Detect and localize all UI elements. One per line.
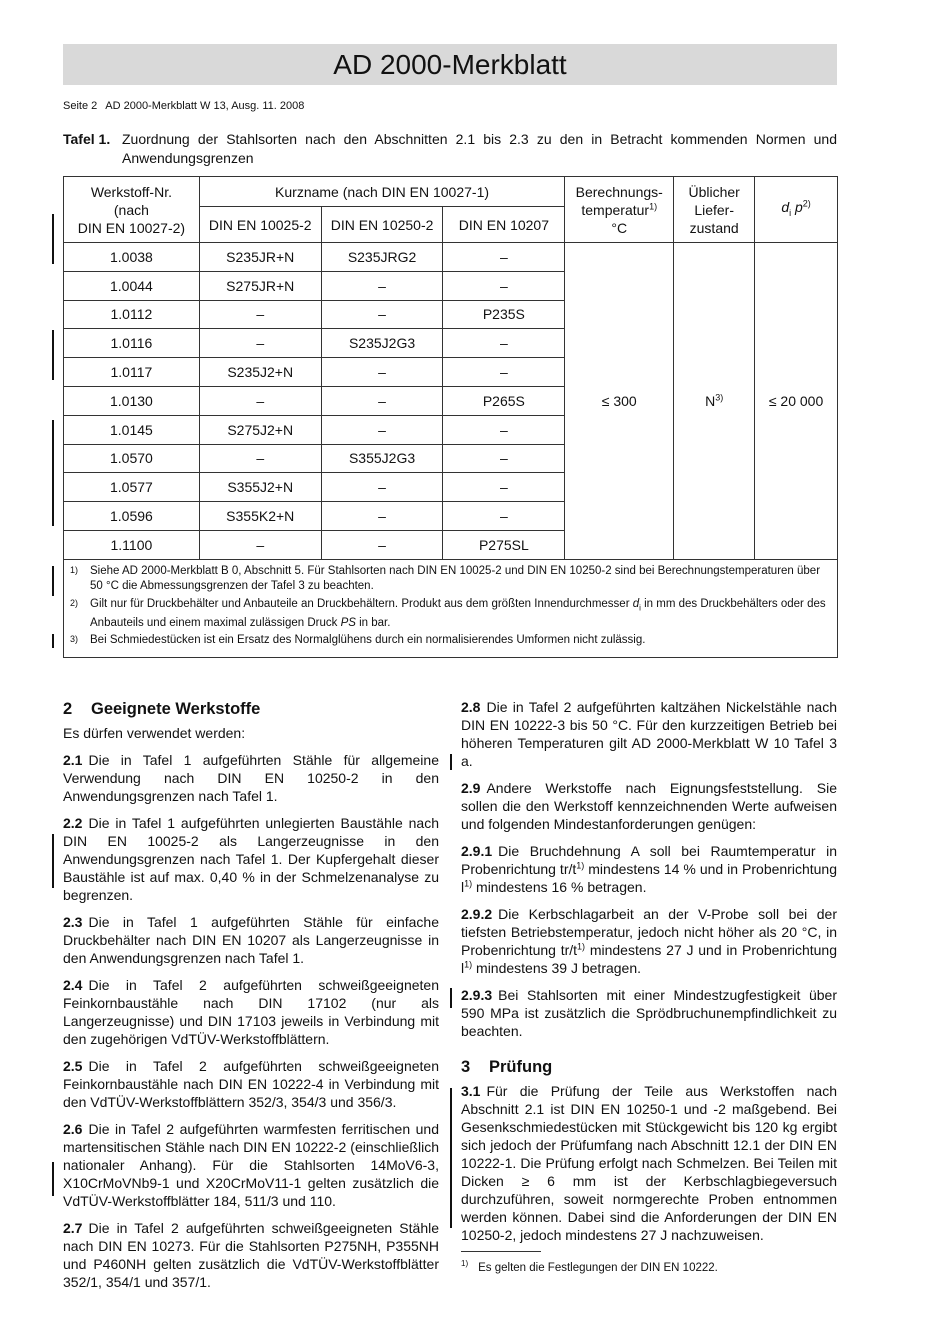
section-2-intro: Es dürfen verwendet werden: xyxy=(63,725,246,741)
cell-din-10207: P235S xyxy=(443,300,565,329)
cell-din-10025: S355K2+N xyxy=(199,502,321,531)
paragraph-2-6: 2.6 Die in Tafel 2 aufgeführten warmfesten ferritischen und martensitischen Stähle nach DIN EN 10222-2 (einschließlich nationaler Anhang). Für die Stahlsorten 14MoV6-3, X10CrMoVNb9-1 und X20CrMoV11-1 gelten zusätzlich die VdTÜV-Werkstoffblätter 184, 511/3 und 110. xyxy=(63,1121,439,1209)
paragraph-2-4: 2.4 Die in Tafel 2 aufgeführten schweißgeeigneten Feinkornbaustähle nach DIN 17102 (nur als Langerzeugnisse) und DIN 17103 jeweils in Verbindung mit den zugehörigen VdTÜV-Werkstoffblättern. xyxy=(63,977,439,1047)
cell-din-10250: – xyxy=(321,415,443,444)
cell-din-10025: – xyxy=(199,444,321,473)
document-reference: AD 2000-Merkblatt W 13, Ausg. 11. 2008 xyxy=(105,100,305,112)
steel-grades-table xyxy=(63,176,838,658)
header-kurzname: Kurzname (nach DIN EN 10027-1) xyxy=(199,177,564,207)
table-row xyxy=(64,243,838,272)
header-din-en-10250-2: DIN EN 10250-2 xyxy=(321,207,443,243)
cell-din-10025: – xyxy=(199,386,321,415)
cell-din-10250: S235J2G3 xyxy=(321,329,443,358)
cell-din-10207: – xyxy=(443,444,565,473)
section-2-heading: 2 Geeignete Werkstoffe xyxy=(63,700,261,718)
header-lieferzustand: Üblicher Liefer- zustand xyxy=(674,177,755,243)
cell-din-10207: – xyxy=(443,415,565,444)
header-din-en-10207: DIN EN 10207 xyxy=(443,207,565,243)
cell-werkstoff-nr: 1.0038 xyxy=(64,243,200,272)
cell-werkstoff-nr: 1.0570 xyxy=(64,444,200,473)
merged-temperature: ≤ 300 xyxy=(565,243,674,560)
cell-din-10207: P275SL xyxy=(443,530,565,559)
cell-din-10025: S235J2+N xyxy=(199,358,321,387)
paragraph-2-2: 2.2 Die in Tafel 1 aufgeführten unlegierten Baustähle nach DIN EN 10025-2 als Langerzeugnisse in den Anwendungsgrenzen nach Tafel 1. Der Kupfergehalt dieser Baustähle ist auf max. 0,40 % in der Schmelzenanalyse zu begrenzen. xyxy=(63,815,439,903)
page-footnote: $^{1)}$ Es gelten die Festlegungen der DIN EN 10222. xyxy=(461,1259,718,1274)
cell-din-10250: – xyxy=(321,271,443,300)
table-caption-text: Zuordnung der Stahlsorten nach den Abschnitten 2.1 bis 2.3 zu den in Betracht kommenden Normen und Anwendungsgrenzen xyxy=(122,131,837,166)
cell-din-10250: S235JRG2 xyxy=(321,243,443,272)
paragraph-2-5: 2.5 Die in Tafel 2 aufgeführten schweißgeeigneten Feinkornbaustähle nach DIN EN 10222-4 in Verbindung mit den VdTÜV-Werkstoffblättern 352/3, 354/3 und 356/3. xyxy=(63,1058,439,1110)
paragraph-2-1: 2.1 Die in Tafel 1 aufgeführten Stähle für allgemeine Verwendung nach DIN EN 10250-2 in den Anwendungsgrenzen nach Tafel 1. xyxy=(63,752,439,804)
change-bar xyxy=(450,988,452,1008)
cell-werkstoff-nr: 1.0130 xyxy=(64,386,200,415)
cell-werkstoff-nr: 1.1100 xyxy=(64,530,200,559)
cell-din-10250: – xyxy=(321,386,443,415)
footnote-rule xyxy=(461,1251,541,1252)
cell-din-10025: – xyxy=(199,300,321,329)
change-bar xyxy=(450,754,452,770)
page-reference xyxy=(63,100,304,112)
table-footnote: 3) Bei Schmiedestücken ist ein Ersatz des Normalglühens durch ein normalisierendes Umformen nicht zulässig. xyxy=(70,634,646,647)
paragraph-2-9: 2.9 Andere Werkstoffe nach Eignungsfeststellung. Sie sollen die den Werkstoff kennzeichnenden Werte aufweisen und folgenden Mindestanforderungen genügen: xyxy=(461,780,837,832)
change-bar xyxy=(52,330,54,380)
cell-din-10250: – xyxy=(321,358,443,387)
header-di-p: $d_i$ $p^{2)}$ xyxy=(755,177,838,243)
paragraph-2-9-1: 2.9.1 Die Bruchdehnung A soll bei Raumtemperatur in Probenrichtung $tr/t^{1)}$ mindestens 14 % und in Probenrichtung $l^{1)}$ mindestens 16 % betragen. xyxy=(461,843,837,895)
change-bar xyxy=(52,634,54,648)
change-bar xyxy=(52,214,54,264)
paragraph-2-3: 2.3 Die in Tafel 1 aufgeführten Stähle für einfache Druckbehälter nach DIN EN 10207 als Langerzeugnisse in den Anwendungsgrenzen nach Tafel 1. xyxy=(63,914,439,966)
cell-din-10207: – xyxy=(443,502,565,531)
cell-werkstoff-nr: 1.0145 xyxy=(64,415,200,444)
header-werkstoff-nr: Werkstoff-Nr. (nach DIN EN 10027-2) xyxy=(64,177,200,243)
cell-din-10025: S275JR+N xyxy=(199,271,321,300)
cell-din-10025: S355J2+N xyxy=(199,473,321,502)
merged-di-p: ≤ 20 000 xyxy=(755,243,838,560)
table-caption xyxy=(63,130,837,168)
change-bar xyxy=(450,1088,452,1228)
table-footnotes xyxy=(64,559,838,657)
paragraph-2-7: 2.7 Die in Tafel 2 aufgeführten schweißgeeigneten Stähle nach DIN EN 10273. Für die Stahlsorten P275NH, P355NH und P460NH gelten zusätzlich die VdTÜV-Werkstoffblätter 352/1, 354/1 und 357/1. xyxy=(63,1220,439,1290)
cell-werkstoff-nr: 1.0044 xyxy=(64,271,200,300)
merged-lieferzustand: $N^{3)}$ xyxy=(674,243,755,560)
cell-werkstoff-nr: 1.0117 xyxy=(64,358,200,387)
cell-din-10207: – xyxy=(443,473,565,502)
header-bar xyxy=(63,44,837,85)
cell-din-10250: – xyxy=(321,530,443,559)
cell-din-10250: S355J2G3 xyxy=(321,444,443,473)
cell-werkstoff-nr: 1.0116 xyxy=(64,329,200,358)
header-berechnungstemperatur: Berechnungs- temperatur$^{1)}$ °C xyxy=(565,177,674,243)
cell-din-10025: S235JR+N xyxy=(199,243,321,272)
page-number: Seite 2 xyxy=(63,100,98,112)
change-bar xyxy=(52,1162,54,1196)
cell-werkstoff-nr: 1.0112 xyxy=(64,300,200,329)
left-column xyxy=(63,698,439,1300)
paragraph-2-9-2: 2.9.2 Die Kerbschlagarbeit an der V-Probe soll bei der tiefsten Betriebstemperatur, jedoch nicht höher als 20 °C, in Probenrichtung $tr/t^{1)}$ mindestens 27 J und in Probenrichtung $l^{1)}$ mindestens 39 J betragen. xyxy=(461,906,837,976)
cell-din-10250: – xyxy=(321,473,443,502)
paragraph-2-9-3: 2.9.3 Bei Stahlsorten mit einer Mindestzugfestigkeit über 590 MPa ist zusätzlich die Sprödbruchunempfindlichkeit zu beachten. xyxy=(461,987,837,1039)
paragraph-3-1: 3.1 Für die Prüfung der Teile aus Werkstoffen nach Abschnitt 2.1 ist DIN EN 10250-1 und -2 maßgebend. Bei Gesenkschmiedestücken mit Stückgewicht bis 120 kg ergibt sich jedoch der Prüfumfang nach Abschnitt 12.1 der DIN EN 10222-1. Die Prüfung erfolgt nach Schmelzen. Bei Teilen mit Dicken ≥ 6 mm ist der Kerbschlagbiegeversuch durchzuführen, soweit normgerechte Proben entnommen werden können. Dabei sind die Anforderungen der DIN EN 10250-2, jedoch mindestens 27 J nachzuweisen. xyxy=(461,1083,837,1243)
cell-din-10025: S275J2+N xyxy=(199,415,321,444)
cell-din-10207: – xyxy=(443,329,565,358)
cell-din-10207: P265S xyxy=(443,386,565,415)
cell-din-10207: – xyxy=(443,243,565,272)
cell-din-10025: – xyxy=(199,329,321,358)
cell-werkstoff-nr: 1.0596 xyxy=(64,502,200,531)
change-bar xyxy=(52,420,54,526)
cell-din-10250: – xyxy=(321,300,443,329)
document-title: AD 2000-Merkblatt xyxy=(333,49,567,80)
change-bar xyxy=(52,566,54,596)
section-3-heading: 3 Prüfung xyxy=(461,1058,553,1076)
cell-werkstoff-nr: 1.0577 xyxy=(64,473,200,502)
paragraph-2-8: 2.8 Die in Tafel 2 aufgeführten kaltzähen Nickelstähle nach DIN EN 10222-3 bis 50 °C. Für den kurzzeitigen Betrieb bei höheren Temperaturen gilt AD 2000-Merkblatt W 10 Tafel 3 a. xyxy=(461,699,837,769)
cell-din-10025: – xyxy=(199,530,321,559)
right-column xyxy=(461,698,837,1253)
table-footnote: 1) Siehe AD 2000-Merkblatt B 0, Abschnitt 5. Für Stahlsorten nach DIN EN 10025-2 und DIN EN 10250-2 sind bei Berechnungstemperaturen über 50 °C die Abmessungsgrenzen der Tafel 3 zu beachten. xyxy=(70,564,821,593)
change-bar xyxy=(52,834,54,888)
header-din-en-10025-2: DIN EN 10025-2 xyxy=(199,207,321,243)
table-footnote: 2) Gilt nur für Druckbehälter und Anbauteile an Druckbehältern. Produkt aus dem größten Innendurchmesser $d_i$ in mm des Druckbehälters oder des Anbauteils und einem maximal zulässigen Druck PS in bar. xyxy=(70,597,826,629)
cell-din-10207: – xyxy=(443,271,565,300)
cell-din-10207: – xyxy=(443,358,565,387)
cell-din-10250: – xyxy=(321,502,443,531)
table-caption-label: Tafel 1. xyxy=(63,131,111,147)
